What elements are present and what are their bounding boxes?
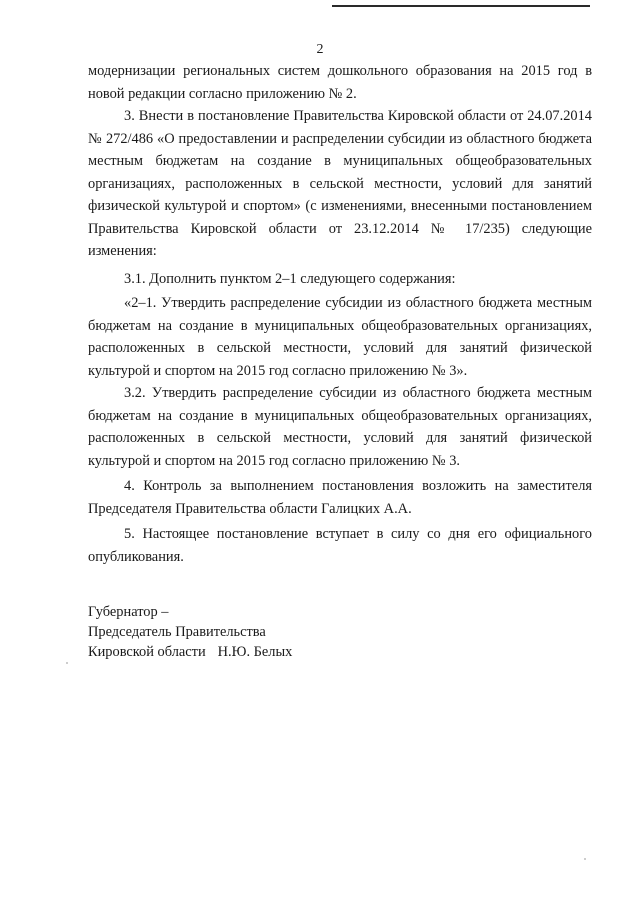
paragraph-item-3-2: 3.2. Утвердить распределение субсидии из областного бюджета местным бюджетам на создание в муниципальных общеобразовательных организациях, расположенных в сельской местности, условий для занятий физической культурой и спортом на 2015 год согласно приложению № 3. xyxy=(88,385,592,469)
paragraph-item-3-1: 3.1. Дополнить пунктом 2–1 следующего содержания: xyxy=(124,271,456,287)
paragraph-item-5: 5. Настоящее постановление вступает в силу со дня его официального опубликования. xyxy=(88,526,592,565)
signature-org-line xyxy=(88,642,408,662)
top-scan-rule xyxy=(332,5,590,7)
signature-org: Кировской области xyxy=(88,644,206,660)
paragraph-item-4: 4. Контроль за выполнением постановления возложить на заместителя Председателя Правительства области Галицких А.А. xyxy=(88,478,592,517)
signature-title-line: Губернатор – xyxy=(88,604,169,620)
scan-speck xyxy=(66,662,68,664)
scan-speck xyxy=(584,858,586,860)
paragraph-continuation: модернизации региональных систем дошкольного образования на 2015 год в новой редакции согласно приложению № 2. xyxy=(88,63,592,102)
page-number: 2 xyxy=(316,42,324,57)
signature-name: Н.Ю. Белых xyxy=(217,644,293,660)
paragraph-item-2-1-quote: «2–1. Утвердить распределение субсидии из областного бюджета местным бюджетам на создание в муниципальных общеобразовательных организациях, расположенных в сельской местности, условий для занятий физической культурой и спортом на 2015 год согласно приложению № 3». xyxy=(88,295,592,379)
paragraph-item-3: 3. Внести в постановление Правительства Кировской области от 24.07.2014 № 272/486 «О предоставлении и распределении субсидии из областного бюджета местным бюджетам на создание в муниципальных общеобразовательных организациях, расположенных в сельской местности, условий для занятий физической культурой и спортом» (с изменениями, внесенными постановлением Правительства Кировской области от 23.12.2014 № 17/235) следующие изменения: xyxy=(88,108,592,259)
signature-position-line: Председатель Правительства xyxy=(88,624,266,640)
signature-block xyxy=(88,602,408,662)
